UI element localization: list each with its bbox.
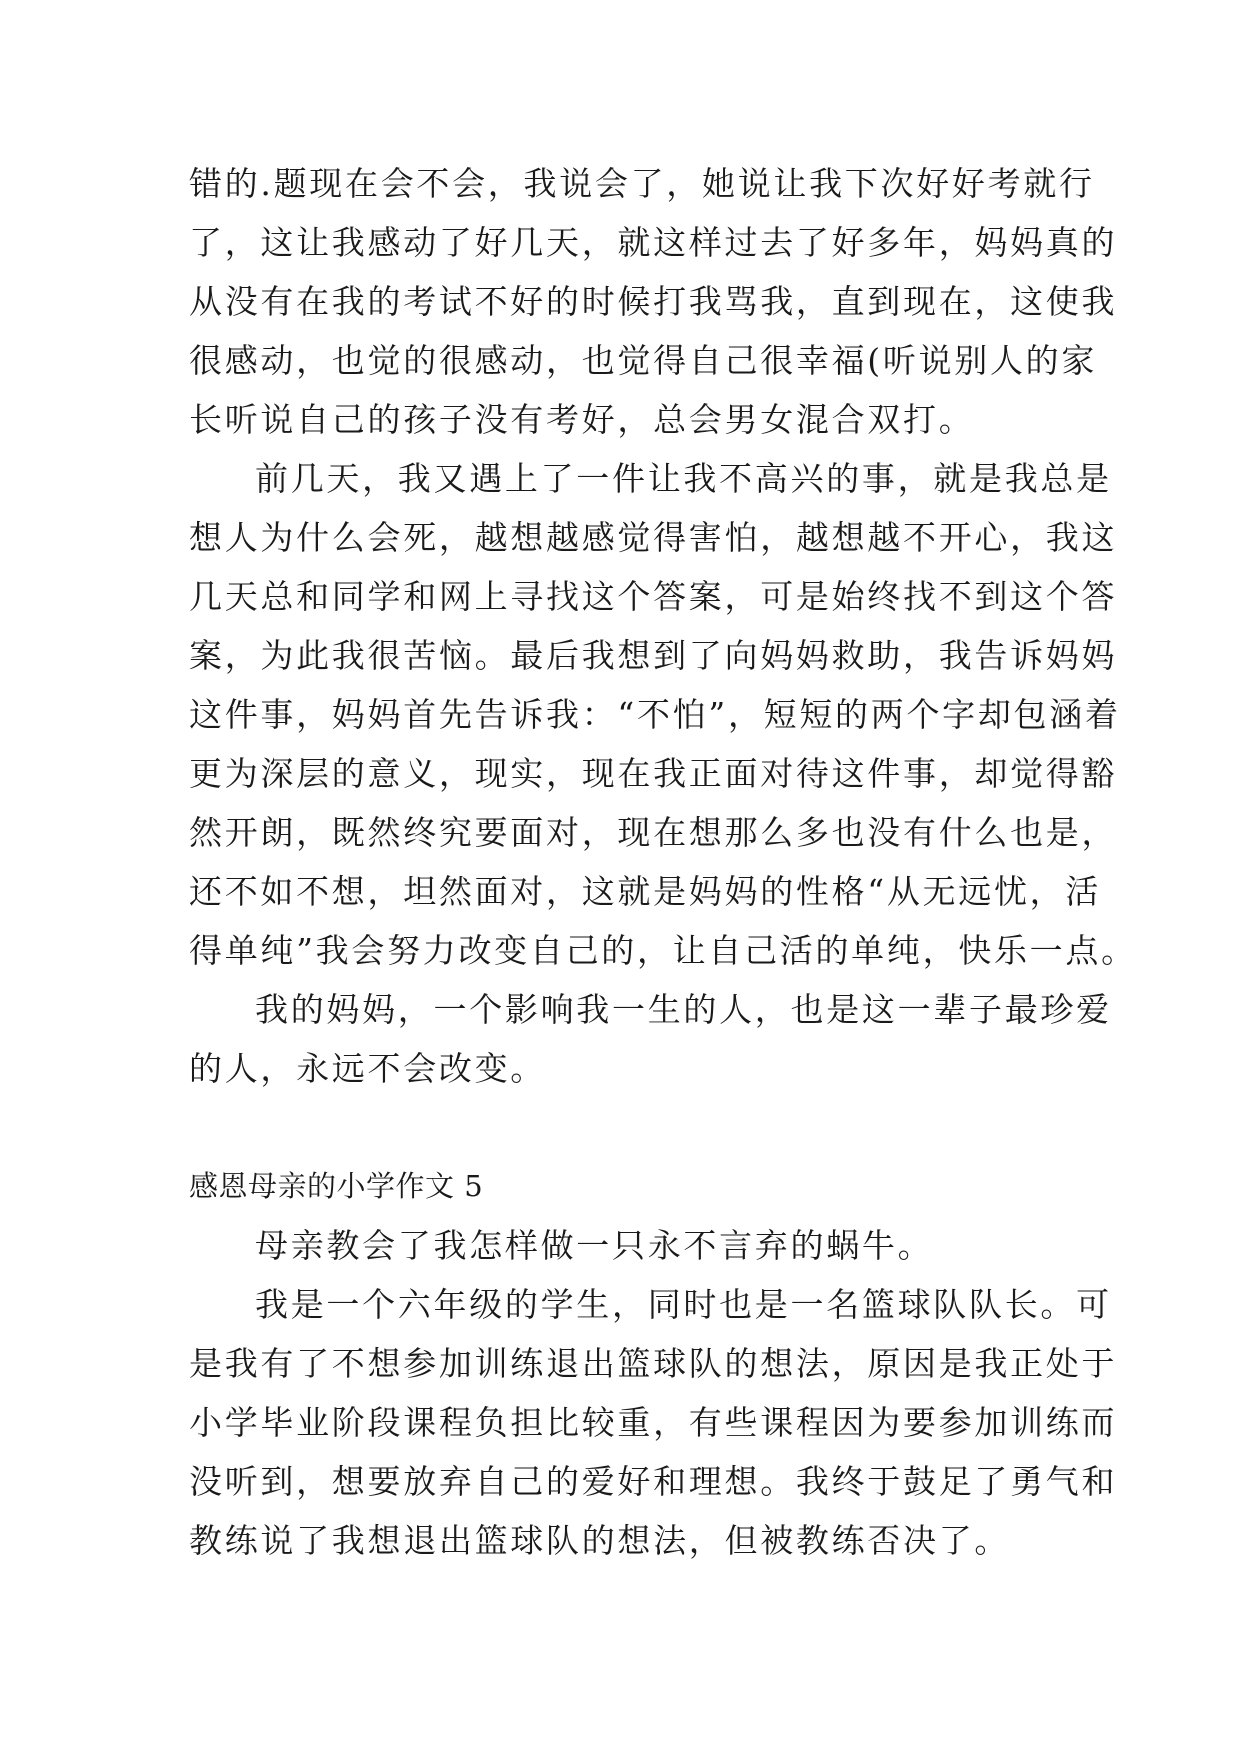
- text-line: 没听到，想要放弃自己的爱好和理想。我终于鼓足了勇气和: [189, 1462, 1118, 1501]
- text-line: 错的.题现在会不会，我说会了，她说让我下次好好考就行: [189, 164, 1095, 203]
- text-line: 我的妈妈，一个影响我一生的人，也是这一辈子最珍爱: [255, 990, 1112, 1029]
- section-heading: 感恩母亲的小学作文 5: [189, 1169, 484, 1203]
- text-line: 这件事，妈妈首先告诉我：“不怕”，短短的两个字却包涵着: [189, 695, 1121, 734]
- text-line: 然开朗，既然终究要面对，现在想那么多也没有什么也是，: [189, 813, 1118, 852]
- text-line: 从没有在我的考试不好的时候打我骂我，直到现在，这使我: [189, 282, 1118, 321]
- text-line: 小学毕业阶段课程负担比较重，有些课程因为要参加训练而: [189, 1403, 1118, 1442]
- paragraph: [189, 1275, 1118, 1570]
- text-line: 很感动，也觉的很感动，也觉得自己很幸福(听说别人的家: [189, 341, 1098, 380]
- text-line: 母亲教会了我怎样做一只永不言弃的蜗牛。: [255, 1226, 934, 1265]
- paragraph: [189, 449, 1137, 980]
- paragraph: [189, 1216, 1059, 1275]
- blank-line: [189, 1098, 1059, 1157]
- text-line: 还不如不想，坦然面对，这就是妈妈的性格“从无远忧，活: [189, 872, 1102, 911]
- text-line: 了，这让我感动了好几天，就这样过去了好多年，妈妈真的: [189, 223, 1118, 262]
- text-line: 长听说自己的孩子没有考好，总会男女混合双打。: [189, 400, 975, 439]
- paragraph: [189, 980, 1112, 1098]
- text-line: 更为深层的意义，现实，现在我正面对待这件事，却觉得豁: [189, 754, 1118, 793]
- text-line: 案，为此我很苦恼。最后我想到了向妈妈救助，我告诉妈妈: [189, 636, 1118, 675]
- text-line: 几天总和同学和网上寻找这个答案，可是始终找不到这个答: [189, 577, 1118, 616]
- text-line: 教练说了我想退出篮球队的想法，但被教练否决了。: [189, 1521, 1011, 1560]
- text-line: 得单纯”我会努力改变自己的，让自己活的单纯，快乐一点。: [189, 931, 1137, 970]
- paragraph: [189, 154, 1118, 449]
- text-line: 想人为什么会死，越想越感觉得害怕，越想越不开心，我这: [189, 518, 1118, 557]
- document-body: [189, 154, 1137, 1570]
- text-line: 是我有了不想参加训练退出篮球队的想法，原因是我正处于: [189, 1344, 1118, 1383]
- text-line: 的人，永远不会改变。: [189, 1049, 546, 1088]
- text-line: 我是一个六年级的学生，同时也是一名篮球队队长。可: [255, 1285, 1112, 1324]
- text-line: 前几天，我又遇上了一件让我不高兴的事，就是我总是: [255, 459, 1112, 498]
